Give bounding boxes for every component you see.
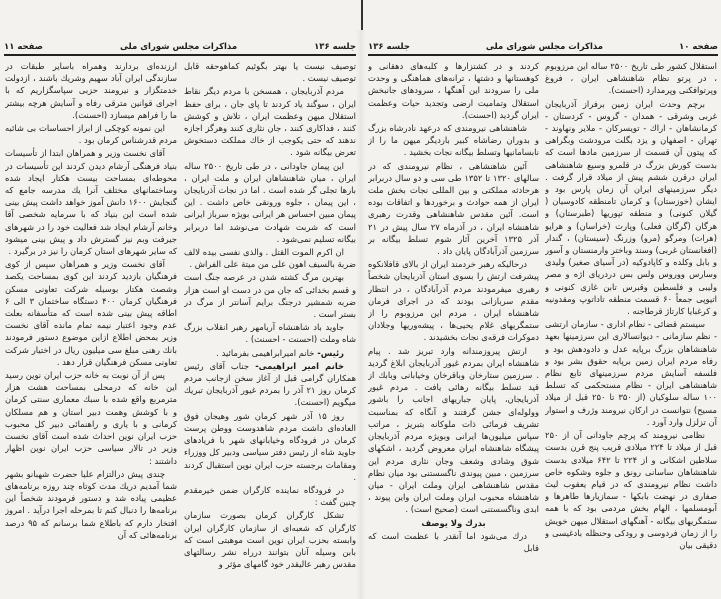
paragraph	[545, 429, 717, 551]
paragraph-text: آقای نخست وزیر و همراهان سپس از کوی فرهنگیان بازدید کردند این کوی بمساحت یکصد وشصت هکتار بوسیله شرکت تعاونی مسکن فرهنگیان کرمان ۴۰۰ دستگاه ساختمان ۳ الی ۶ اطاقه پیش بینی شده است که متأسفانه بعلت عدم وجود اعتبار نیمه تمام مانده آقای نخست وزیر بمحض اطلاع ازاین موضوع دستور فرمودند بانك رهنی مبلغ سی میلیون ریال در اختیار شرکت تعاونی مسکن فرهنگیان قرار دهد .	[5, 259, 177, 367]
paragraph	[184, 509, 356, 570]
paragraph-text: روز ۱۵ آذر شهر کرمان شور وهیجان فوق العاده‌ای داشت مردم شاهدوست ووطن پرست کرمان در فرودگاه وخیابانهای شهر با فریادهای جاوید شاه از رئیس دفتر سیاسی ودبیر کل ووزراء ومقامات برجسته حزب ایران نوین استقبال کردند .	[184, 410, 356, 482]
speaker-paragraph	[184, 347, 356, 359]
paragraph-text: درحالیکه رهبر خردمند ایران از بالای قافلانکوه پیشرفت ارتش را بسوی استان آذربایجان شخصاً رهبری میفرمودند مردم آذرآبادگان ، در انتظار مقدم سربازانی بودند که در اجرای فرمان شاهنشاه ایران ، مردم این مرزوبوم را از ستمگریهای غلام یحیی‌ها ، پیشه‌وریها وجلادان دموکرات فرقه‌ی نجات بخشیدند .	[368, 259, 539, 343]
paragraph-text: توصیف نیست یا بهتر بگوئیم کماهوحقه قابل توصیف نیست .	[184, 61, 356, 84]
page-number: صفحه ۱۰	[679, 42, 718, 52]
text-column	[5, 60, 177, 590]
paragraph	[5, 60, 177, 121]
session-number: جلسه ۱۳۶	[368, 42, 410, 52]
paragraph	[184, 271, 356, 320]
paragraph-text: استقلال کشور طی تاریخ ۲۵۰۰ ساله این مرزوبوم ، در پرتو نظام شاهنشاهی ایران ، فروغ وپرتوافکنی وپرمدارد (احسنت).	[545, 61, 717, 96]
paragraph-text: سیستم قضائی - نظام اداری - سازمان ارتشی - نظم سازمانی - دیوانسالاری این سرزمینها بعهد شاهنشاهان بزرگ برپایه عدل و دادودهش بود و رفاه مردم ایران زمین برپایه حقوق بشر بود و فلسفه آسایش مردم سرزمینهای تابع نظام شاهنشاهی ایران - نظام مستحکمی که تسلط ۱۰۰ ساله سلوکیان (از ۳۵۰ تا ۲۵۰ قبل از میلاد مسیح) نتوانست در ارکان نیرومند وژرف و استوار آن تزلزل وارد آورد .	[545, 319, 717, 427]
paragraph	[545, 98, 717, 318]
publication-title: مذاکرات مجلس شورای ملی	[485, 42, 604, 52]
paragraph	[368, 517, 539, 529]
paragraph	[5, 147, 177, 257]
paragraph-text: درك می‌شود اما آنقدر با عظمت است که قابل	[368, 530, 539, 553]
paragraph-text: بدرك ولا یوصف	[421, 517, 486, 528]
paragraph-text: این پیمان جاودانی ، در طی تاریخ ۲۵۰۰ ساله ایران ، میان شاهنشاهان ایران و ملت ایران ، بارها تجلی گر شده است . اما در نجات آذربایجان ، این پیمان ، جلوه ورونقی خاص داشت . این پیمان مبین احساس هر ایرانی بویژه سرباز ایرانی است که شربت شهادت می‌نوشد اما دربرابر بیگانه تسلیم نمی‌شود .	[184, 160, 356, 244]
paragraph	[368, 345, 539, 516]
book-spine	[361, 0, 363, 30]
paragraph	[545, 60, 717, 97]
book-spine-shadow	[356, 30, 366, 599]
page-number: صفحه ۱۱	[4, 42, 43, 52]
paragraph-text: آقای نخست وزیر و همراهان ابتدا از تأسیسات بنیاد فرهنگی آرشام دیدن کردند این تأسیسات در محوطه‌ای بمساحت بیست هکتار ایجاد شده وساختمانهای مختلف آنرا یك مدرسه جامع که گنجایش ۱۶۰۰ دانش آموز خواهد داشت پیش بینی شده است این بنیاد که با سرمایه شخصی آقا وخانم آرشام ایجاد شد فعالیت خود را در شهرهای جیرفت وبم نیز گسترش داد و پیش بینی میشود که سایر شهرهای استان کرمان را نیز در برگیرد .	[5, 148, 177, 257]
paragraph-text: شاهنشاهی نیرومندی که درعهد نادرشاه بزرگ و بدوران رضاشاه کبیر باردیگر میهن ما را از نابسامانیها وتسلط بیگانه نجات بخشید .	[368, 123, 539, 158]
paragraph-text: جاوید باد شاهنشاه آریامهر رهبر انقلاب بزرگ شاه وملت (احسنت - احسنت) .	[184, 322, 356, 345]
paragraph	[184, 160, 356, 245]
paragraph-text: چندی پیش درالتزام علیا حضرت شهبانو بشهر شما آمدیم دریك مدت کوتاه چند روزه برنامه‌های عظیمی پیاده شد و دستور فرمودند شخصاً این برنامه‌ها را دنبال کنم تا بمرحله اجرا درآید . امروز افتخار دارم که باطلاع شما برسانم که ۹۵ درصد برنامه‌هائی که آن	[5, 468, 177, 540]
paragraph	[5, 468, 177, 541]
page-header-right	[368, 38, 718, 56]
text-column	[545, 60, 717, 590]
paragraph	[184, 321, 356, 345]
paragraph-text: بهترین مرگ کشته شدن در عرصه جنگ است و قسم بخدائی که جان من در دست او است هزار ضربه شمشیر درجنگ برایم آسانتر از مرگ در بستر است .	[184, 272, 356, 320]
speaker-paragraph	[184, 360, 356, 409]
page-header-left	[4, 38, 356, 56]
paragraph	[184, 484, 356, 508]
paragraph	[545, 318, 717, 428]
session-number: جلسه ۱۳۶	[314, 42, 356, 52]
paragraph	[368, 122, 539, 159]
paragraph-text: ارتش پیروزمندانه وارد تبریز شد . پیام شاهنشاه ایران بمردم غیور آذربایجان ابلاغ گردید . سرزمین ستارخان وباقرخان وخیابانی وبابك از قید تسلط بیگانه رهائی یافت . مردم غیور آذربایجان، پایان جباریهای اجانب را باشور وولوله‌ای جشن گرفتند و آنگاه که بمناسبت تشریف فرمائی ذات ملوکانه بتبریز ، مراتب سپاس میلیون‌ها ایرانی وبویژه مردم آذربایجان پیشگاه شاهنشاه ایران معروض گردید ، اشکهای شوق وشادی وشعف وجان نثاری مردم این سرزمین ، مبین پیوندی ناگسستنی بود میان نظام مقدس شاهنشاهی ایران وملت ایران - میان شاهنشاه محبوب ایران وملت ایران واین پیوند ، ابدی وناگسستنی است (صحیح است) .	[368, 345, 539, 515]
paragraph-text: ان اکرم الموت القتل . والذی نفسی بیده لالف ضربة بالسیف اهون علی من میتة علی الفراش .	[184, 247, 356, 270]
paragraph-text: جناب آقای رئیس همکاران گرامی قبل از آغاز سخن ازجانب مردم کرمان روز ۲۱ آذر را بمردم غیور آذربایجان تبریك میگویم (احسنت).	[184, 360, 356, 408]
paragraph-text: برچم وحدت ایران زمین برفراز آذربایجان غربی وشرقی - همدان - گروس - کردستان - کرمانشاهان - اراك - تویسرکان - ملایر ونهاوند - تهران - اصفهان و یزد بگلت مرودشت وبگراهی که پیتون آن قسمت از سرزمین مادها است که بدست کورش بزرگ در قلمرو وسیع شاهنشاهی ایران درقرن ششم پیش از میلاد قرار گرفت . دیگر سرزمینهای ایران آن زمان پارس بود و ایشان (خوزستان) و کرمان تامنطقه کادوسیان ( گیلان کنونی) و منطقه تپوریها (طبرستان) و هرگان (گرگان فعلی) وپارت (خراسان) و هرایو (هرات) ومرگو (مرو) وزرنگ (سیستان) ، گندار (افغانستان غربی) وسند وباختر وارمنستان و آسور و بابل وکلده و کاپادوکیه (در آسیای صغیر) ولیدی وسارس ووروس ولس بس دردریای اژه و مصر ولیبی و فلسطین وقبرس تابن غازی کنونی و اتیوپی جمعاً ۶۰ قسمت منطقه تاداتوپ ومقدونیه و کرغبایا کارتاژ قرطاجنه .	[545, 98, 717, 317]
paragraph	[5, 369, 177, 467]
paragraph	[184, 85, 356, 158]
paragraph	[368, 530, 539, 554]
paragraph-text: کردند و در کشتزارها و کلبه‌های دهقانی و کوهستانها و دشتها ، ترانه‌های هماهنگی و وحدت ملی را سرودند این آهنگها ، سرودهای جانبخش استقلال وتمامیت ارضی وتجدید حیات وعظمت ایران گردید (احسنت).	[368, 61, 539, 120]
paragraph-text: آئین شاهنشاهی ، نظام نیرومندی که در سالهای ۱۳۲۰ تا ۱۳۵۲ طی سی و دو سال دربرابر هرحادثه مملکتی و بین المللی نجات بخش ملت ایران از همه حوادث و برخوردها و اتفاقات بوده است. آئین مقدس شاهنشاهی وقدرت رهبری شاهنشاه ایران ، در آذرماه ۲۷ سال پیش در ۲۱ آذر ۱۳۲۵ آخرین آثار شوم تسلط بیگانه بر سرزمین آذرآبادگان پایان داد .	[368, 160, 539, 257]
paragraph-text: ارزنده‌ای بردارند وهمراه باسایر طبقات در سازندگی ایران آباد سهیم وشریك باشند ، ازدولت خدمتگزار و نیرومند حزبی سپاسگزاریم که با اجرای قوانین مترقی رفاه و آسایش هرچه بیشتر ما را فراهم میسازد (احسنت).	[5, 61, 177, 120]
paragraph-text: مردم آذربایجان ، همسخن با مردم دیگر نقاط ایران ، سوگند یاد کردند تا پای جان ، برای حفظ استقلال میهن وعظمت ایران ، تلاش و کوشش کنند ، فداکاری کنند ، جان نثاری کنند وهرگز اجازه ندهند که حتی یکوجب از خاك مملکت دستخوش تعرض بیگانه شود .	[184, 86, 356, 158]
paragraph-text: تشکل کارگران کرمان بصورت سازمان کارگران که شعبه‌ای از سازمان کارگران ایران وابسته بحزب ایران نوین است موهبتی است که بابن وسیله آنان بتوانند درراه نشر رسالتهای مقدس رهبر عالیقدر خود گامهای مؤثر و	[184, 510, 356, 570]
text-column	[368, 60, 539, 590]
paragraph-text: خانم امیرابراهیمی بفرمائید .	[216, 347, 315, 358]
publication-title: مذاکرات مجلس شورای ملی	[119, 42, 238, 52]
paragraph-text: این نمونه کوچکی از ابراز احساسات بی شائبه مردم قدرشناس کرمان بود .	[5, 123, 177, 146]
paragraph	[368, 60, 539, 121]
speaker-name: خانم امیر ابراهیمی-	[249, 360, 345, 371]
paragraph-text: در فرودگاه نماینده کارگران ضمن خیرمقدم چنین گفت :	[184, 484, 356, 508]
paragraph-text: پس از آن نوبت به خانه حزب ایران نوین رسید این خانه که درمحلی بمساحت هشت هزار مترمربع واقع شده با سبك معماری سنتی کرمان و با کوشش وهمت دبیر استان و هم مسلکان کرمانی و با یاری و راهنمائی دبیر کل محبوب حزب ایران نوین احداث شده است آقای نخست وزیر در تالار سیاسی حزب ایران نوین اظهار داشتند :	[5, 370, 177, 466]
speaker-name: رئیس-	[314, 347, 344, 358]
paragraph	[184, 410, 356, 483]
paragraph	[184, 246, 356, 270]
paragraph	[5, 258, 177, 368]
paragraph	[368, 160, 539, 258]
paragraph	[184, 60, 356, 84]
paragraph	[368, 258, 539, 343]
paragraph	[5, 122, 177, 146]
text-column	[184, 60, 356, 590]
paragraph-text: نظامی نیرومند که پرچم جاودانی آن از ۲۵۰ قبل از میلاد تا ۲۲۴ میلادی قریب پنج قرن بدست سلاطین اشکانی و از ۲۲۴ تا ۶۴۲ میلادی بدست شاهنشاهان ساسانی رونق و جلوه وشکوه خاص داشت نظام نیرومندی که در قیام یعقوب لیث صفاری در نهضت بابکها - سمازیارها طاهرها و آبومسلمها ، الهام بخش مردمی بود که با همه ستمگریهای بیگانه - آهنگهای استقلال میهن خویش را از زمان فردوسی و رودکی وحنظله بادغیسی و دقیقی بیان	[545, 430, 717, 550]
